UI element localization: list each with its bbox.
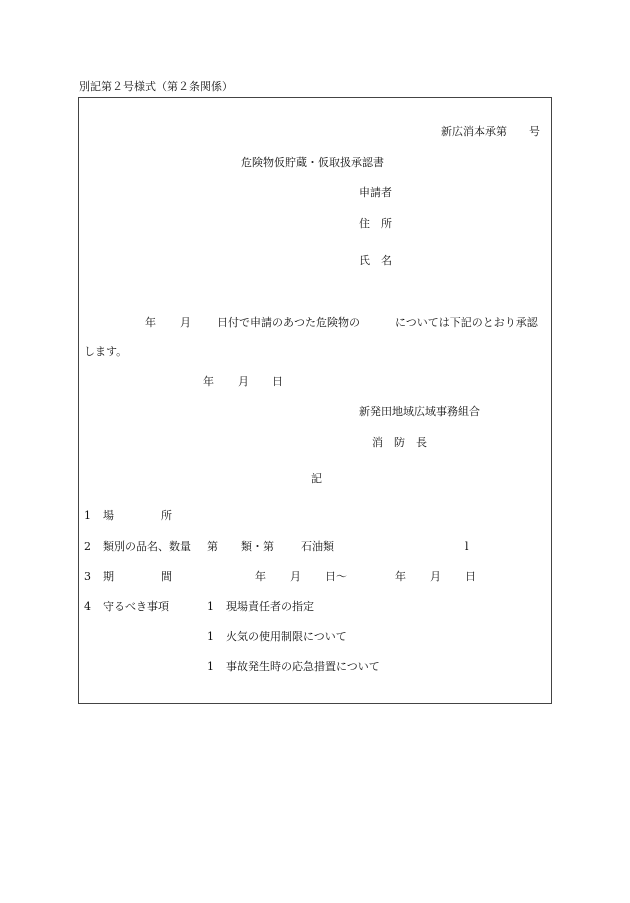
body-approval-text: については下記のとおり承認 bbox=[395, 316, 538, 329]
applicant-address-label: 住 所 bbox=[359, 217, 392, 230]
issue-year: 年 bbox=[203, 375, 214, 388]
item-rules-label: 守るべき事項 bbox=[103, 600, 169, 613]
item-place-label-2: 所 bbox=[161, 509, 172, 522]
item-category-number: 2 bbox=[84, 540, 91, 553]
body-year: 年 bbox=[145, 316, 156, 329]
item-category-dai: 第 bbox=[207, 540, 218, 553]
item-place-number: 1 bbox=[84, 509, 91, 522]
item-period-to-day: 日 bbox=[465, 570, 476, 583]
item-category-rui-dai: 類・第 bbox=[241, 540, 274, 553]
rule-mark: 1 bbox=[207, 630, 214, 643]
issuer-organization: 新発田地域広域事務組合 bbox=[359, 405, 480, 418]
body-closing: します。 bbox=[84, 345, 128, 358]
body-date-applied: 日付で申請のあつた危険物の bbox=[217, 316, 360, 329]
rule-text: 事故発生時の応急措置について bbox=[226, 660, 380, 673]
item-category-unit: l bbox=[465, 540, 469, 553]
issue-month: 月 bbox=[238, 375, 249, 388]
item-period-to-month: 月 bbox=[430, 570, 441, 583]
form-header: 別記第２号様式（第２条関係） bbox=[79, 80, 233, 93]
item-period-from-month: 月 bbox=[290, 570, 301, 583]
issuer-title: 消 防 長 bbox=[372, 436, 427, 449]
document-number: 新広消本承第 号 bbox=[441, 125, 540, 138]
applicant-name-label: 氏 名 bbox=[359, 254, 392, 267]
issue-day: 日 bbox=[272, 375, 283, 388]
rule-mark: 1 bbox=[207, 660, 214, 673]
rule-text: 火気の使用制限について bbox=[226, 630, 347, 643]
item-category-label: 類別の品名、数量 bbox=[103, 540, 191, 553]
document-title: 危険物仮貯蔵・仮取扱承認書 bbox=[241, 156, 384, 169]
item-category-petroleum: 石油類 bbox=[301, 540, 334, 553]
item-period-label: 期 bbox=[103, 570, 114, 583]
item-period-from-year: 年 bbox=[255, 570, 266, 583]
item-period-from-day: 日～ bbox=[325, 570, 347, 583]
rule-mark: 1 bbox=[207, 600, 214, 613]
applicant-label: 申請者 bbox=[359, 186, 392, 199]
item-place-label: 場 bbox=[103, 509, 114, 522]
item-period-number: 3 bbox=[84, 570, 91, 583]
item-period-label-2: 間 bbox=[161, 570, 172, 583]
item-period-to-year: 年 bbox=[395, 570, 406, 583]
ki-heading: 記 bbox=[311, 472, 322, 485]
item-rules-number: 4 bbox=[84, 600, 91, 613]
body-month: 月 bbox=[180, 316, 191, 329]
rule-text: 現場責任者の指定 bbox=[226, 600, 314, 613]
